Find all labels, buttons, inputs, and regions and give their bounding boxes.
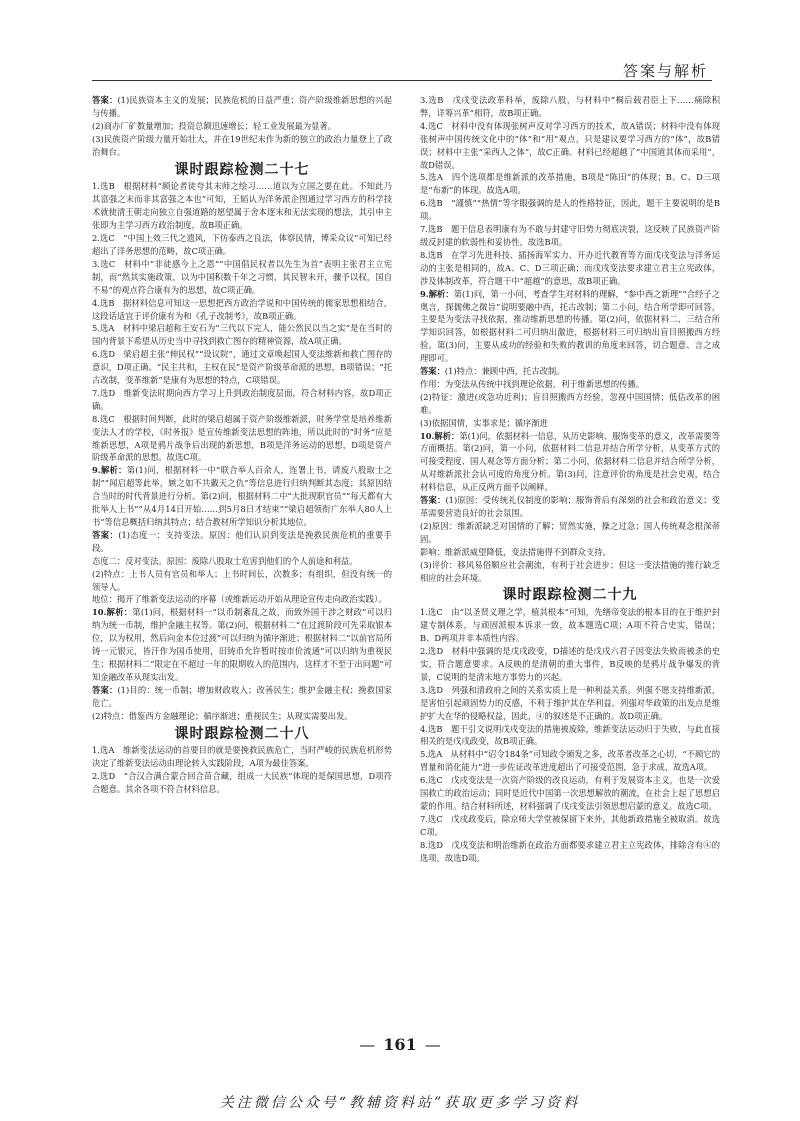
answer-text: 6.选B “謹慎”“热情”等字眼强调的是人的性格特征，因此，题干主要说明的是B项。 xyxy=(420,198,720,222)
answer-text: 2.选C “中国上效三代之遗风，下仿泰西之良法，体察民情，博采众议”可知已经超出了洋务思想的范畴，故C项正确。 xyxy=(92,233,392,256)
answer-label: 答案： xyxy=(92,529,119,540)
answer-text: 7.选B 题干信息表明康有为不敢与封建守旧势力彻底决裂，这反映了民族资产阶级反封建的软弱性和妥协性，故选B项。 xyxy=(420,224,720,247)
page-number-line xyxy=(0,1035,800,1054)
answer-text: 第(1)问，依据材料一信息，从历史影响、服饰变革的意义，改革需要等方面概括。第(2)问，第一小问，依据材料二信息并结合所学分析，从变革方式的可接受程度、国人观念等方面分析；第二小问，依据材料二信息并结合所学分析，从对维新派社会认可度的角度分析。第(3)问，注意评价的角度是社会史观，结合材料信息，从正反两方面予以阐释。 xyxy=(420,430,720,493)
answer-text: (2)原因：维新派缺乏对国情的了解；贸然实施，操之过急；国人传统观念根深蒂固。 xyxy=(420,520,720,544)
answer-paragraph xyxy=(92,180,392,232)
page-number-dash-left: — xyxy=(359,1035,376,1054)
answer-paragraph xyxy=(92,555,392,568)
answer-paragraph xyxy=(420,223,720,249)
answer-text: 7.选D 维新变法时期向西方学习上升到政治制度层面，符合材料内容，故D项正确。 xyxy=(92,387,392,411)
answer-paragraph xyxy=(92,258,392,297)
right-column xyxy=(420,94,720,864)
answer-text: (3)依据国情，实事求是；循序渐进 xyxy=(420,417,548,428)
answer-paragraph xyxy=(92,529,392,555)
answer-paragraph xyxy=(92,710,392,723)
answer-paragraph xyxy=(420,606,720,645)
answer-text: 8.选B 在学习先进科技、插扬海军实力、开办近代教育等方面戊戌变法与洋务运动的主张是相同的，故A、C、D三项正确；而戊戌变法要求建立君主立宪政体，涉及体制改革，符合题干中“超越”的意思，故B项正确。 xyxy=(420,249,720,286)
answer-paragraph xyxy=(420,120,720,172)
answer-text: 作用：为变法从传统中找到理论依据，利于维新思想的传播。 xyxy=(420,378,645,389)
answer-label: 9.解析： xyxy=(420,288,454,299)
answer-paragraph xyxy=(420,365,720,378)
answer-paragraph xyxy=(92,744,392,770)
answer-paragraph xyxy=(92,133,392,159)
answer-paragraph xyxy=(420,813,720,839)
answer-text: 3.选C 材料中“非徒感今上之恩”“中国倡民权者以先生为首”表明主张君主立宪制，而“然其实施政策，以为中国积数千年之习惯，其民智未开，骤予以权，国自不易”的观点符合康有为的思想，故C项正确。 xyxy=(92,258,392,295)
answer-text: 3.选B 戊戌变法政革科举，废除八股，与材料中“桐后载君臣上下……痛除积弊，详筹兴革”相符，故B项正确。 xyxy=(420,95,720,118)
answer-label: 答案： xyxy=(420,495,446,506)
answer-paragraph xyxy=(420,684,720,723)
answer-paragraph xyxy=(420,520,720,546)
answer-text: 5.选A 四个选项都是维新派的改革措施，B项是“陈田”的体现；B、C、D三项是“布新”的体现。故选A项。 xyxy=(420,172,720,196)
page-header-title: 答案与解析 xyxy=(622,62,708,80)
answer-text: 第(1)问，第一小问，考查学生对材料的理解，“参中西之新理”“合经子之奥言，探儒佛之微旨”说明要融中西，托古改制；第二小问，结合所学即可回答，主要是为变法寻找依据，推动维新思想的传播。第(2)问，依据材料二、三结合所学知识回答，如根据材料二可归纳出激进，根据材料三可归纳出盲目照搬西方经验。第(3)问，主要从成功的经验和失败的教训的角度来回答，切合题意、言之成理即可。 xyxy=(420,288,720,364)
answer-label: 10.解析： xyxy=(92,607,133,618)
answer-paragraph xyxy=(92,568,392,594)
answer-paragraph xyxy=(92,413,392,465)
answer-paragraph xyxy=(420,171,720,197)
answer-paragraph xyxy=(92,297,392,323)
answer-paragraph xyxy=(420,94,720,120)
answer-text: 5.选A 从材料中“诏令184条”可知政令颁发之多，改革者改革之心切，“不顾它的胃量和消化能力”进一步佐证改革进度超出了可接受范围，急于求成，故选A项。 xyxy=(420,749,720,773)
answer-text: 4.选B 据材料信息可知这一思想把西方政治学说和中国传统的儒家思想相结合，这段话适宜于评价康有为和《孔子改制考》，故B项正确。 xyxy=(92,297,392,321)
answer-text: (2)特点：借鉴西方金融理论；循序渐进；重视民生；从现实需要出发。 xyxy=(92,710,353,721)
section-title: 课时跟踪检测二十七 xyxy=(174,161,310,178)
answer-text: 1.选A 维新变法运动的首要目的就是要挽救民族危亡，当时严峻的民族危机形势决定了维新变法运动由理论转入实践阶段，A项为最佳答案。 xyxy=(92,745,392,769)
answer-text: (1)态度一：支持变法。原因：他们认识到变法是挽救民族危机的重要手段。 xyxy=(92,529,392,553)
answer-paragraph xyxy=(92,770,392,796)
answer-paragraph xyxy=(92,684,392,710)
answer-text: 1.选B 根据材料“顾论者徒夸其末师之绘习……道以为立国之要在此。不知此乃其富强之末而非其富强之本也”可知，王韬认为洋务派企图通过学习西方的科学技术就使清王朝走向独立自强道路的愿望属于舍本逐末和无法实现的想法，其引申主张即为主学习西方政治制度，故B项正确。 xyxy=(92,181,392,231)
answer-text: 8.选C 根据时间判断，此时的梁启超属于资产阶级维新派，时务学堂是培养维新变法人才的学校，《时务报》是宣传维新变法思想的阵地，所以此时的“时务”应是维新思想，A项是鸦片战争后出现的新思想，B项是洋务运动的思想，D项是资产阶级革命派的思想。故选C项。 xyxy=(92,413,392,463)
section-title: 课时跟踪检测二十九 xyxy=(502,587,638,604)
answer-paragraph xyxy=(420,839,720,865)
answer-paragraph xyxy=(420,645,720,684)
answer-text: (1)特点：兼顾中西，托古改制。 xyxy=(444,366,565,377)
answer-text: 3.选D 列强和清政府之间的关系实质上是一种利益关系。列强不愿支持维新派，是害怕引起顽固势力的反感，不利于维护其在华利益。列强对华政策的出发点是维护扩大在华的侵略权益，因此，④的叙述是不正确的。故D项正确。 xyxy=(420,684,720,721)
left-column xyxy=(92,94,392,796)
answer-text: (2)商办厂矿数量增加；投资总额迅速增长；轻工业发展最为显著。 xyxy=(92,120,337,131)
answer-text: (3)评价：移风易俗顺应社会潮流，有利于社会进步；但这一变法措施的推行缺乏相应的社会环境。 xyxy=(420,559,720,583)
answer-paragraph xyxy=(420,748,720,774)
answer-paragraph xyxy=(92,464,392,529)
answer-paragraph xyxy=(420,723,720,749)
answer-text: 地位：揭开了维新变法运动的序幕（或维新运动开始从理论宣传走向政治实践）。 xyxy=(92,594,387,605)
answer-paragraph xyxy=(92,348,392,387)
answer-paragraph xyxy=(92,606,392,683)
answer-paragraph xyxy=(92,120,392,133)
answer-text: 2.选D 材料中强调的是戊戌政变，D描述的是戊戌六君子因变法失败而被杀的史实，符合题意要求。A反映的是清朝的重大事件，B反映的是鸦片战争爆发的背景，C说明的是清末地方事势力的兴起。 xyxy=(420,646,720,682)
answer-paragraph xyxy=(420,391,720,417)
answer-text: (1)目的：统一币制；增加财政收入；改善民生；维护金融主权；挽救国家危亡。 xyxy=(92,684,392,708)
section-title: 课时跟踪检测二十八 xyxy=(174,725,310,742)
answer-paragraph xyxy=(92,94,392,120)
answer-label: 答案： xyxy=(92,95,118,105)
answer-paragraph xyxy=(420,559,720,585)
answer-text: (1)原因：受传统礼仪制度的影响；服饰背后有深刻的社会和政治意义；变革需要营造良好的社会氛围。 xyxy=(420,495,720,518)
answer-label: 答案： xyxy=(420,366,445,377)
answer-paragraph xyxy=(92,232,392,258)
answer-text: 6.选D 梁启超主张“伸民权”“设议院”，通过文章唤起国人变法维新和救亡图存的意识，D项正确。“民主共和，主权在民”是资产阶级革命派的思想，B项错误；“托古改制，变革维新”是康有为思想的特点，C项错误。 xyxy=(92,349,392,386)
answer-text: 8.选D 戊戌变法和明治维新在政治方面都要求建立君主立宪政体，排除含有④的选项，故选D项。 xyxy=(420,839,720,863)
answer-paragraph xyxy=(92,387,392,413)
answer-text: 2.选D “合汉合满合蒙合回合苗合藏，组成一大民族”体现的是保国思想，D项符合题意。其余各项不符合材料信息。 xyxy=(92,771,392,795)
answer-text: 7.选C 戊戌政变后，除京师大学堂被保留下来外，其他新政措施全被取消。故选C项。 xyxy=(420,813,720,837)
answer-paragraph xyxy=(420,288,720,365)
page-number-dash-right: — xyxy=(424,1035,441,1054)
answer-text: 4.选B 题干引文说明戊戌变法的措施被废除，维新变法运动归于失败，与此直接相关的是戊戌政变，故B项正确。 xyxy=(420,723,720,747)
answer-label: 10.解析： xyxy=(420,430,460,441)
answer-label: 9.解析： xyxy=(92,465,127,476)
answer-text: 第(1)问，根据材料一中“联合举人百余人，连署上书，请废八股取士之制”“闻启超等此举，嫉之如不共戴天之仇”等信息进行归纳判断其态度；其原因结合当时的时代背景进行分析。第(2)问，根据材料二中“大批现职官员”“每天都有大批举人上书”“从4月14日开始……到5月8日才结束”“梁启超领衔广东举人80人上书”等信息概括归纳其特点；结合教材所学知识分析其地位。 xyxy=(92,465,392,527)
answer-paragraph xyxy=(420,430,720,495)
answer-paragraph xyxy=(92,593,392,606)
answer-label: 答案： xyxy=(92,684,118,695)
answer-text: 4.选C 材料中没有体现张树声反对学习西方的技术，故A错误；材料中没有体现张树声中国传统文化中的“体”和“用”观点，只是建议要学习西方的“体”，故B错误；材料中主张“采西人之体”，故C正确。材料已经超越了“中国道其体而采用”，故D错误。 xyxy=(420,120,720,170)
answer-text: 6.选C 戊戌变法是一次资产阶级的改良运动，有利于发展资本主义，也是一次爱国救亡的政治运动；同时是近代中国第一次思想解放的潮流，在社会上起了思想启蒙的作用。结合材料所述，材料强调了戊戌变法引领思想启蒙的意义。故选C项。 xyxy=(420,775,720,811)
answer-paragraph xyxy=(420,417,720,430)
page-number: 161 xyxy=(383,1035,417,1054)
answer-text: 影响：维新派威望降低，变法措施得不到群众支持。 xyxy=(420,546,611,557)
answer-text: (3)民族资产阶级力量开始壮大，并在19世纪末作为新的独立的政治力量登上了政治舞台。 xyxy=(92,133,392,157)
answer-text: 5.选A 材料中梁启超称王安石为“三代以下完人，能公然民以当之实”是在当时的国内背景下希望从历史当中寻找到救亡图存的精神资源，故A项正确。 xyxy=(92,323,392,347)
answer-paragraph xyxy=(420,378,720,391)
answer-text: (2)特点：上书人员有官员和举人；上书时间长，次数多；有组织，但没有统一的领导人。 xyxy=(92,568,392,592)
answer-text: (1)民族资本主义的发展；民族危机的日益严重；资产阶级维新思想的兴起与传播。 xyxy=(92,95,392,118)
answer-paragraph xyxy=(420,546,720,559)
answer-paragraph xyxy=(92,322,392,348)
answer-paragraph xyxy=(420,249,720,288)
header-rule xyxy=(92,80,712,81)
answer-paragraph xyxy=(420,197,720,223)
answer-text: 态度二：反对变法。原因：废除八股取士危害到他们的个人前途和利益。 xyxy=(92,555,358,566)
answer-text: 第(1)问，根据材料一“以币制紊乱之故，而致外国干涉之财政”可以归纳为统一币制，维护金融主权等。第(2)问，根据材料二“在过渡阶段可先采取银本位，以为权用，然后向金本位过渡”可以归纳为循序渐进；根据材料二“以前官局所铸一元银元，皆汗作为国币使用，旧铸币允许暂时按市价流通”可以归纳为重视民生；根据材料二“限定在不超过一年的限期收入的范围内，这样才不至于出问题”可知金融改革从现实出发。 xyxy=(92,607,392,682)
answer-text: (2)特征：激进(或急功近利)；盲目照搬西方经验，忽视中国国情；低估改革的困难。 xyxy=(420,391,720,415)
answer-text: 1.选C 由“以圣贤义理之学，植其根本”可知，先缮帝变法的根本目的在于维护封建专制体系，与顽固派根本诉求一致，故本题选C项；A项不符合史实，错误；B、D两项并非本质性内容。 xyxy=(420,607,720,644)
answer-paragraph xyxy=(420,494,720,520)
footer-note: 关注微信公众号“教辅资料站”获取更多学习资料 xyxy=(219,1095,581,1111)
answer-paragraph xyxy=(420,774,720,813)
